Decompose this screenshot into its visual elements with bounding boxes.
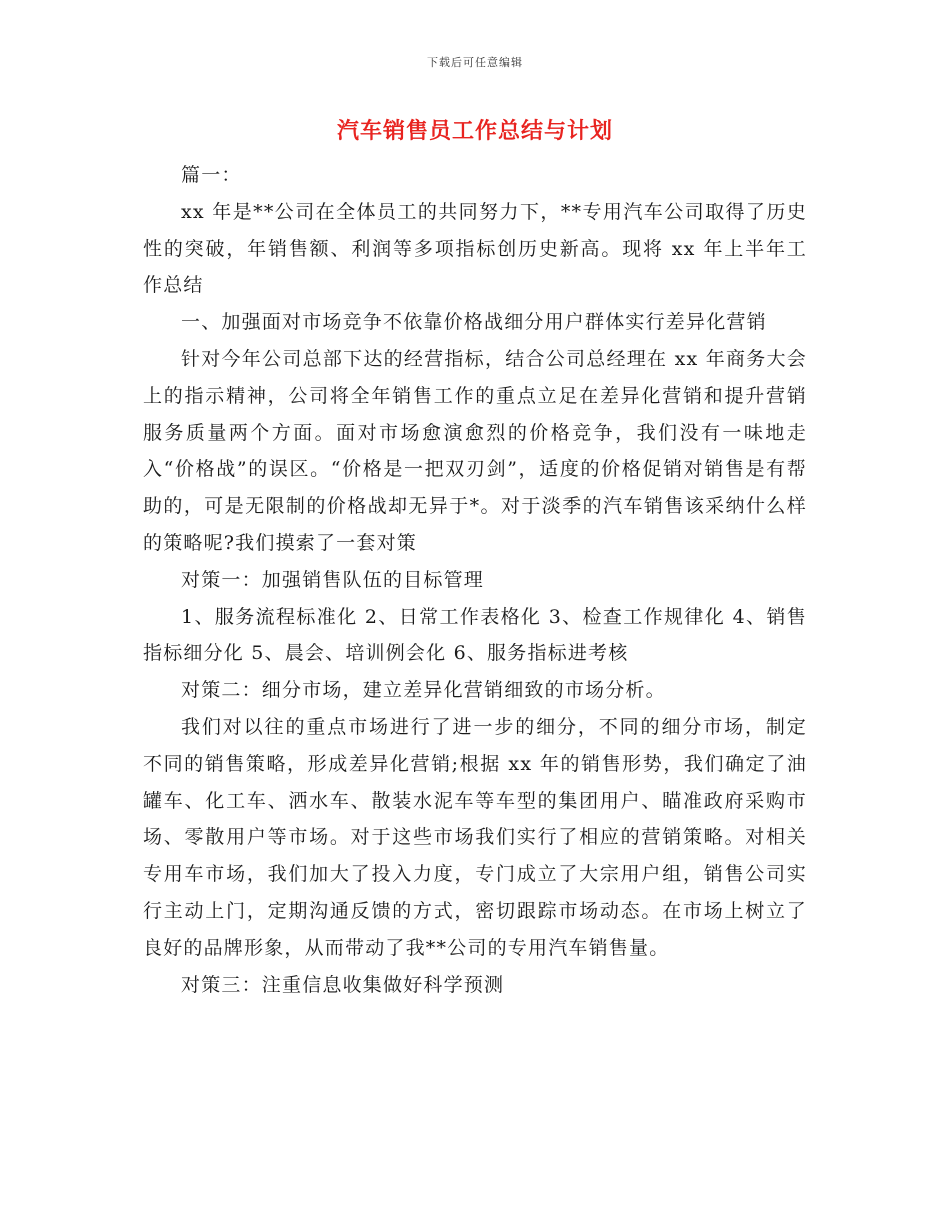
- measure-two-heading: 对策二：细分市场，建立差异化营销细致的市场分析。: [181, 679, 666, 702]
- document-title: 汽车销售员工作总结与计划: [336, 118, 613, 144]
- measure-one-heading: 对策一：加强销售队伍的目标管理: [181, 568, 485, 591]
- intro-paragraph: xx 年是**公司在全体员工的共同努力下，**专用汽车公司取得了历史性的突破，年销售额、利润等多项指标创历史新高。现将 xx 年上半年工作总结: [143, 200, 807, 297]
- measure-three-heading: 对策三：注重信息收集做好科学预测: [181, 973, 505, 996]
- market-analysis-paragraph: 我们对以往的重点市场进行了进一步的细分，不同的细分市场，制定不同的销售策略，形成差异化营销;根据 xx 年的销售形势，我们确定了油罐车、化工车、洒水车、散装水泥车等车型的集团用户、瞄准政府采购市场、零散用户等市场。对于这些市场我们实行了相应的营销策略。对相关专用车市场，我们加大了投入力度，专门成立了大宗用户组，销售公司实行主动上门，定期沟通反馈的方式，密切跟踪市场动态。在市场上树立了良好的品牌形象，从而带动了我**公司的专用汽车销售量。: [143, 715, 807, 959]
- heading-one: 一、加强面对市场竞争不依靠价格战细分用户群体实行差异化营销: [181, 311, 767, 334]
- measure-one-list: 1、服务流程标准化 2、日常工作表格化 3、检查工作规律化 4、销售指标细分化 5、晨会、培训例会化 6、服务指标进考核: [143, 605, 807, 665]
- header-note: 下载后可任意编辑: [427, 56, 523, 69]
- strategy-paragraph: 针对今年公司总部下达的经营指标，结合公司总经理在 xx 年商务大会上的指示精神，公司将全年销售工作的重点立足在差异化营销和提升营销服务质量两个方面。面对市场愈演愈烈的价格竞争，我们没有一味地走入“价格战”的误区。“价格是一把双刃剑”，适度的价格促销对销售是有帮助的，可是无限制的价格战却无异于*。对于淡季的汽车销售该采纳什么样的策略呢?我们摸索了一套对策: [143, 347, 807, 554]
- document-body: [143, 157, 807, 1003]
- section-label: 篇一：: [181, 164, 242, 186]
